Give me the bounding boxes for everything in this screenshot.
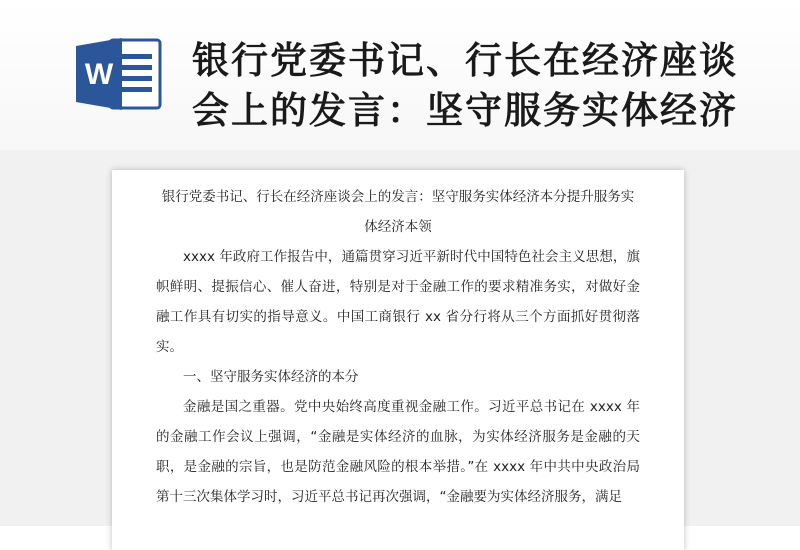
document-content	[156, 182, 640, 512]
page-title-line-1: 银行党委书记、行长在经济座谈	[192, 39, 738, 82]
word-icon-letter: W	[84, 58, 114, 91]
document-page	[112, 170, 684, 550]
document-title: 银行党委书记、行长在经济座谈会上的发言：坚守服务实体经济本分提升服务实体经济本领	[161, 189, 635, 235]
page-title-line-2: 会上的发言：坚守服务实体经济	[192, 89, 738, 132]
section-paragraph: 金融是国之重器。党中央始终高度重视金融工作。习近平总书记在 xxxx 年的金融工作会议上强调，“金融是实体经济的血脉，为实体经济服务是金融的天职，是金融的宗旨，也是防范金融风险的根本举措。”在 xxxx 年中共中央政治局第十三次集体学习时，习近平总书记再次强调，“金融要为实体经济服务，满足	[156, 399, 640, 505]
section-heading: 一、坚守服务实体经济的本分	[183, 369, 359, 385]
intro-paragraph: xxxx 年政府工作报告中，通篇贯穿习近平新时代中国特色社会主义思想，旗帜鲜明、提振信心、催人奋进，特别是对于金融工作的要求精准务实，对做好金融工作具有切实的指导意义。中国工商银行 xx 省分行将从三个方面抓好贯彻落实。	[156, 249, 640, 355]
word-icon	[72, 34, 164, 114]
